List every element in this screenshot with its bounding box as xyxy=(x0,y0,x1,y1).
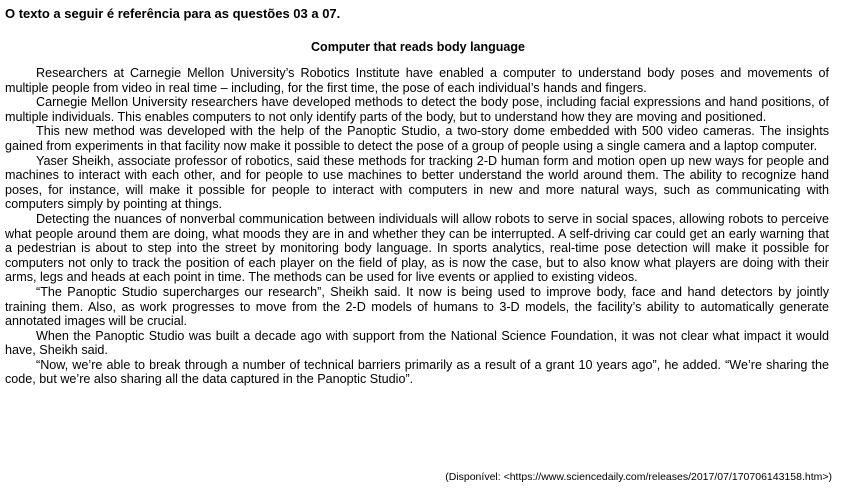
paragraph-2: Carnegie Mellon University researchers have developed methods to detect the body pose, including facial expressions and hand positions, of multiple individuals. This enables computers to not only identify parts of the body, but to understand how they are moving and positioned. xyxy=(5,95,829,124)
paragraph-4: Yaser Sheikh, associate professor of robotics, said these methods for tracking 2-D human form and motion open up new ways for people and machines to interact with each other, and for people to use machines to better understand the world around them. The ability to recognize hand poses, for instance, will make it possible for people to interact with computers in new and more natural ways, such as communicating with computers simply by pointing at things. xyxy=(5,153,829,212)
source-citation: (Disponível: <https://www.sciencedaily.com/releases/2017/07/170706143158.htm>) xyxy=(445,471,832,483)
paragraph-7: When the Panoptic Studio was built a decade ago with support from the National Science Foundation, it was not clear what impact it would have, Sheikh said. xyxy=(5,328,829,358)
exam-instruction: O texto a seguir é referência para as questões 03 a 07. xyxy=(5,6,341,21)
paragraph-8: “Now, we’re able to break through a number of technical barriers primarily as a result of a grant 10 years ago”, he added. “We’re sharing the code, but we’re also sharing all the data captured in the Panoptic Studio”. xyxy=(5,357,829,387)
article-body xyxy=(5,66,829,387)
article-title: Computer that reads body language xyxy=(311,40,525,54)
paragraph-1: Researchers at Carnegie Mellon University’s Robotics Institute have enabled a computer to understand body poses and movements of multiple people from video in real time – including, for the first time, the pose of each individual’s hands and fingers. xyxy=(5,66,829,95)
paragraph-3: This new method was developed with the help of the Panoptic Studio, a two-story dome embedded with 500 video cameras. The insights gained from experiments in that facility now make it possible to detect the pose of a group of people using a single camera and a laptop computer. xyxy=(5,124,829,153)
paragraph-5: Detecting the nuances of nonverbal communication between individuals will allow robots to serve in social spaces, allowing robots to perceive what people around them are doing, what moods they are in and whether they can be interrupted. A self-driving car could get an early warning that a pedestrian is about to step into the street by monitoring body language. In sports analytics, real-time pose detection will make it possible for computers not only to track the position of each player on the field of play, as is now the case, but to also know what players are doing with their arms, legs and heads at each point in time. The methods can be used for live events or applied to existing videos. xyxy=(5,211,829,285)
paragraph-6: “The Panoptic Studio supercharges our research”, Sheikh said. It now is being used to improve body, face and hand detectors by jointly training them. Also, as work progresses to move from the 2-D models of humans to 3-D models, the facility’s ability to automatically generate annotated images will be crucial. xyxy=(5,284,829,329)
